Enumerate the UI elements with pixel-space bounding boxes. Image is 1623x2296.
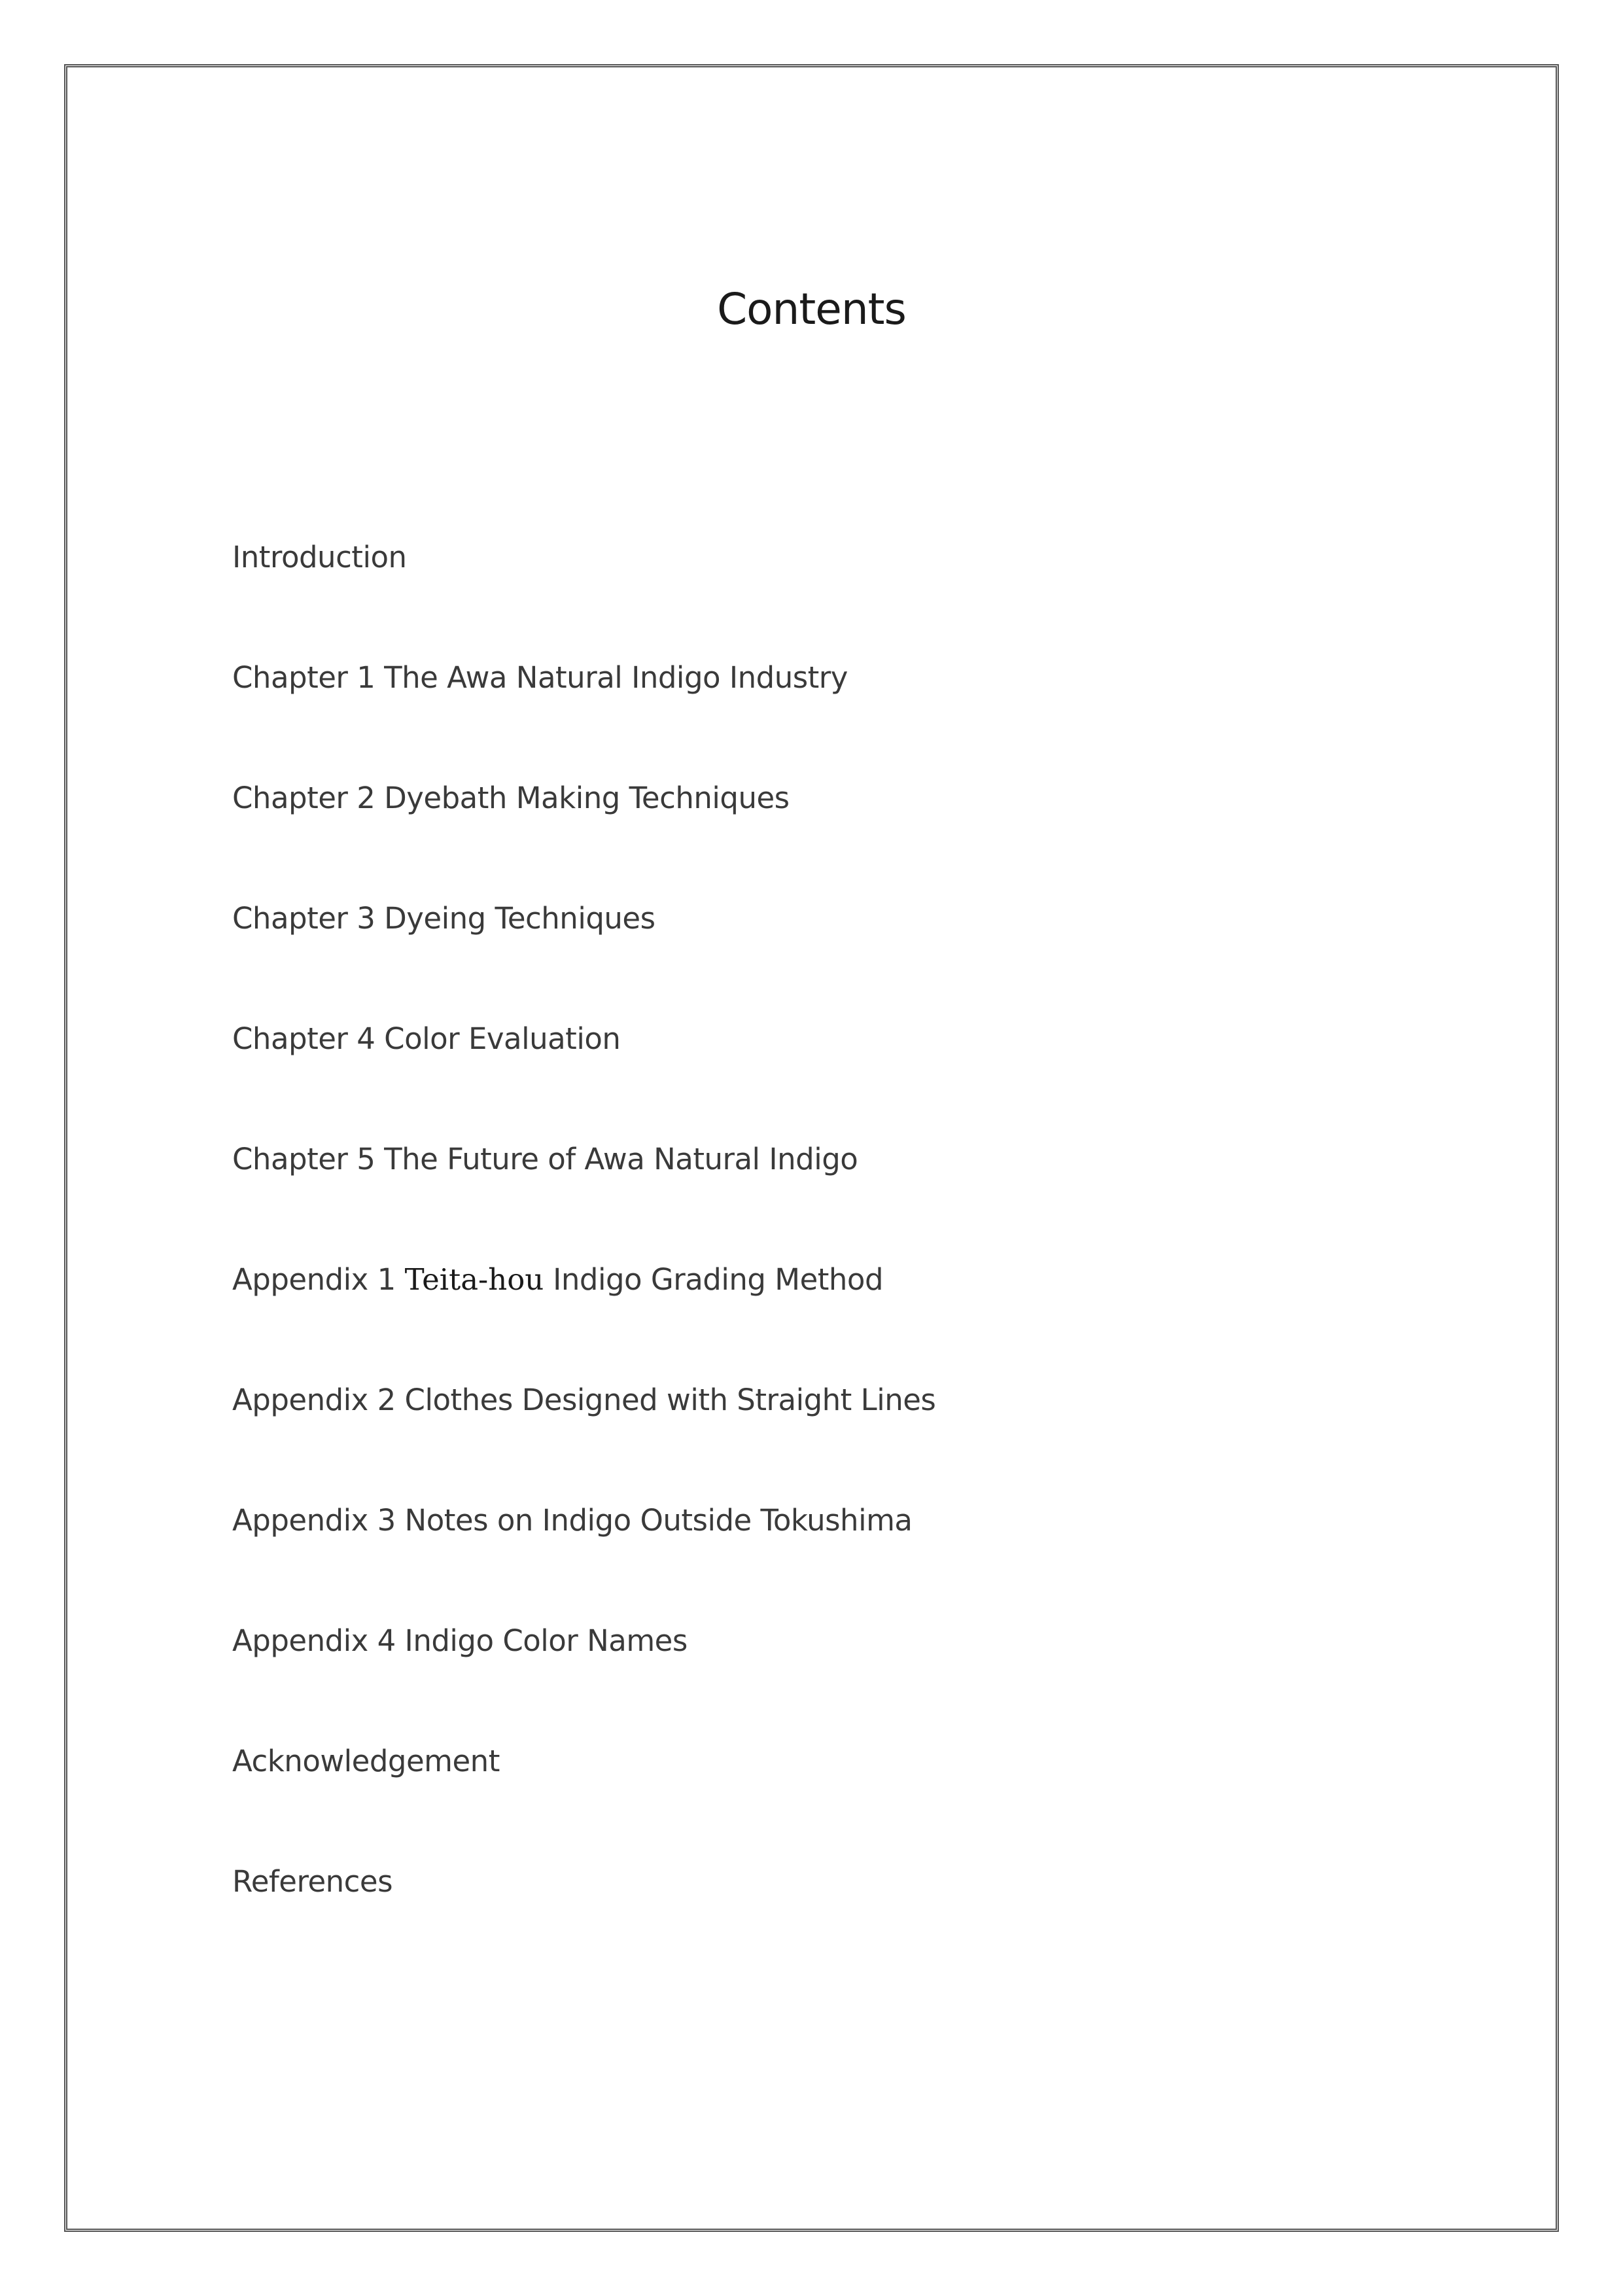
toc-entry-chapter-1: Chapter 1 The Awa Natural Indigo Industry xyxy=(232,660,848,695)
toc-entry-appendix-4: Appendix 4 Indigo Color Names xyxy=(232,1623,688,1658)
toc-entry-appendix-2: Appendix 2 Clothes Designed with Straight Lines xyxy=(232,1383,936,1417)
toc-entry-chapter-4: Chapter 4 Color Evaluation xyxy=(232,1021,621,1056)
toc-entry-acknowledgement: Acknowledgement xyxy=(232,1744,500,1778)
toc-entry-references: References xyxy=(232,1864,393,1899)
toc-entry-appendix-1-suffix: Indigo Grading Method xyxy=(544,1262,884,1297)
toc-entry-appendix-1-prefix: Appendix 1 xyxy=(232,1262,405,1297)
toc-entry-chapter-3: Chapter 3 Dyeing Techniques xyxy=(232,901,655,936)
toc-entry-appendix-3: Appendix 3 Notes on Indigo Outside Tokushima xyxy=(232,1503,913,1538)
toc-entry-chapter-2: Chapter 2 Dyebath Making Techniques xyxy=(232,781,790,815)
toc-entry-appendix-1-term: Teita-hou xyxy=(404,1262,544,1297)
toc-entry-appendix-1 xyxy=(232,1260,935,1381)
table-of-contents xyxy=(232,538,935,1983)
page-title: Contents xyxy=(717,284,906,334)
toc-entry-chapter-5: Chapter 5 The Future of Awa Natural Indigo xyxy=(232,1142,858,1176)
toc-entry-introduction: Introduction xyxy=(232,540,407,574)
